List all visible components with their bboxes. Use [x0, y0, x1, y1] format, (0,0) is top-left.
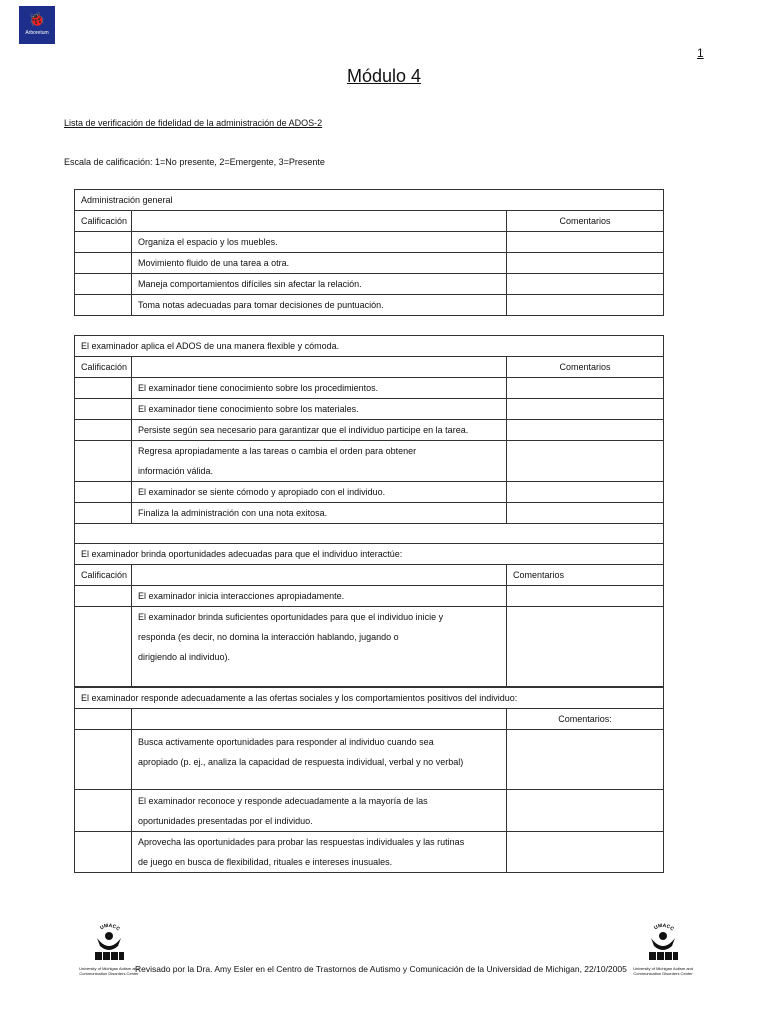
item-line: responda (es decir, no domina la interacción hablando, jugando o — [138, 632, 399, 642]
table-row — [75, 295, 664, 316]
comment-cell[interactable] — [507, 832, 664, 873]
comment-cell[interactable] — [507, 441, 664, 482]
column-header-row — [75, 357, 664, 378]
section-header-row — [75, 688, 664, 709]
item-text: Organiza el espacio y los muebles. — [132, 232, 507, 253]
item-line: Regresa apropiadamente a las tareas o cambia el orden para obtener — [138, 446, 417, 456]
item-text — [132, 730, 507, 790]
rating-cell[interactable] — [75, 295, 132, 316]
table-row — [75, 482, 664, 503]
rating-cell[interactable] — [75, 399, 132, 420]
umacc-emblem-icon — [632, 918, 694, 966]
item-header — [132, 565, 507, 586]
comment-cell[interactable] — [507, 274, 664, 295]
footer-note: Revisado por la Dra. Amy Esler en el Centro de Trastornos de Autismo y Comunicación de la Universidad de Michigan, 22/10/2005 — [135, 964, 627, 974]
table-row — [75, 832, 664, 873]
item-text — [132, 832, 507, 873]
rating-header: Calificación — [75, 211, 132, 232]
rating-cell[interactable] — [75, 420, 132, 441]
rating-cell[interactable] — [75, 730, 132, 790]
comment-cell[interactable] — [507, 482, 664, 503]
rating-cell[interactable] — [75, 503, 132, 524]
section-header-row — [75, 336, 664, 357]
item-line: dirigiendo al individuo). — [138, 652, 231, 662]
item-text: Toma notas adecuadas para tomar decisiones de puntuación. — [132, 295, 507, 316]
comment-cell[interactable] — [507, 503, 664, 524]
column-header-row — [75, 565, 664, 586]
rating-cell[interactable] — [75, 607, 132, 687]
table-row — [75, 232, 664, 253]
blank-cell — [75, 524, 664, 544]
item-text: El examinador tiene conocimiento sobre los procedimientos. — [132, 378, 507, 399]
rating-cell[interactable] — [75, 441, 132, 482]
comment-cell[interactable] — [507, 253, 664, 274]
section-header: Administración general — [75, 190, 664, 211]
section-header-row — [75, 190, 664, 211]
rating-cell[interactable] — [75, 586, 132, 607]
comments-header: Comentarios: — [507, 709, 664, 730]
svg-text:UMACC: UMACC — [653, 922, 675, 933]
document-subtitle: Lista de verificación de fidelidad de la administración de ADOS-2 — [64, 118, 323, 128]
item-line: apropiado (p. ej., analiza la capacidad de respuesta individual, verbal y no verbal) — [138, 757, 464, 767]
table-row — [75, 274, 664, 295]
rating-cell[interactable] — [75, 378, 132, 399]
section-header: El examinador aplica el ADOS de una manera flexible y cómoda. — [75, 336, 664, 357]
table-row — [75, 503, 664, 524]
table-row — [75, 730, 664, 790]
comment-cell[interactable] — [507, 378, 664, 399]
rating-cell[interactable] — [75, 832, 132, 873]
section-header: El examinador brinda oportunidades adecuadas para que el individuo interactúe: — [75, 544, 664, 565]
umacc-logo — [78, 918, 140, 980]
rating-cell[interactable] — [75, 274, 132, 295]
umacc-caption: University of Michigan Autism and Communication Disorders Center — [632, 966, 694, 976]
item-line: Busca activamente oportunidades para responder al individuo cuando sea — [138, 737, 434, 747]
item-text: Finaliza la administración con una nota exitosa. — [132, 503, 507, 524]
blank-row — [75, 524, 664, 544]
page-title: Módulo 4 — [346, 66, 422, 86]
item-line: información válida. — [138, 466, 214, 476]
item-line: de juego en busca de flexibilidad, rituales e intereses inusuales. — [138, 857, 393, 867]
table-row — [75, 790, 664, 832]
brand-logo-icon: 🐞 — [28, 11, 46, 27]
item-line: El examinador reconoce y responde adecuadamente a la mayoría de las — [138, 795, 428, 806]
section-header: El examinador responde adecuadamente a las ofertas sociales y los comportamientos positivos del individuo: — [75, 688, 664, 709]
comment-cell[interactable] — [507, 232, 664, 253]
comments-header: Comentarios — [507, 565, 664, 586]
comments-header: Comentarios — [507, 211, 664, 232]
item-text: Movimiento fluido de una tarea a otra. — [132, 253, 507, 274]
rating-cell[interactable] — [75, 232, 132, 253]
table-row — [75, 378, 664, 399]
comment-cell[interactable] — [507, 399, 664, 420]
item-header — [132, 211, 507, 232]
brand-logo-text: Arboretum — [25, 30, 49, 36]
spacer-row — [75, 316, 664, 336]
rating-header: Calificación — [75, 357, 132, 378]
item-line: Aprovecha las oportunidades para probar las respuestas individuales y las rutinas — [138, 837, 465, 847]
spacer-cell — [75, 316, 664, 336]
rating-cell[interactable] — [75, 253, 132, 274]
item-text: El examinador inicia interacciones apropiadamente. — [132, 586, 507, 607]
item-line: El examinador brinda suficientes oportunidades para que el individuo inicie y — [138, 612, 444, 622]
fidelity-checklist — [74, 189, 664, 873]
svg-text:UMACC: UMACC — [99, 922, 121, 933]
table-row — [75, 420, 664, 441]
umacc-caption: University of Michigan Autism and Communication Disorders Center — [78, 966, 140, 976]
item-text: Persiste según sea necesario para garantizar que el individuo participe en la tarea. — [132, 420, 507, 441]
brand-logo — [19, 6, 55, 44]
comment-cell[interactable] — [507, 730, 664, 790]
section-header-row — [75, 544, 664, 565]
rating-cell[interactable] — [75, 790, 132, 832]
rating-header: Calificación — [75, 565, 132, 586]
umacc-emblem-icon — [78, 918, 140, 966]
rating-cell[interactable] — [75, 482, 132, 503]
comments-header: Comentarios — [507, 357, 664, 378]
item-text — [132, 790, 507, 832]
footer — [0, 918, 768, 988]
column-header-row — [75, 709, 664, 730]
table-row — [75, 586, 664, 607]
page-number: 1 — [697, 46, 704, 60]
umacc-logo — [632, 918, 694, 980]
comment-cell[interactable] — [507, 607, 664, 687]
rating-scale: Escala de calificación: 1=No presente, 2=Emergente, 3=Presente — [64, 157, 325, 167]
item-text — [132, 441, 507, 482]
item-text: Maneja comportamientos difíciles sin afectar la relación. — [132, 274, 507, 295]
item-line: oportunidades presentadas por el individuo. — [138, 815, 313, 826]
comment-cell[interactable] — [507, 295, 664, 316]
item-header — [132, 709, 507, 730]
item-header — [132, 357, 507, 378]
table-row — [75, 399, 664, 420]
column-header-row — [75, 211, 664, 232]
rating-header — [75, 709, 132, 730]
comment-cell[interactable] — [507, 586, 664, 607]
table-row — [75, 253, 664, 274]
table-row — [75, 441, 664, 482]
comment-cell[interactable] — [507, 790, 664, 832]
item-text: El examinador se siente cómodo y apropiado con el individuo. — [132, 482, 507, 503]
item-text — [132, 607, 507, 687]
item-text: El examinador tiene conocimiento sobre los materiales. — [132, 399, 507, 420]
comment-cell[interactable] — [507, 420, 664, 441]
table-row — [75, 607, 664, 687]
